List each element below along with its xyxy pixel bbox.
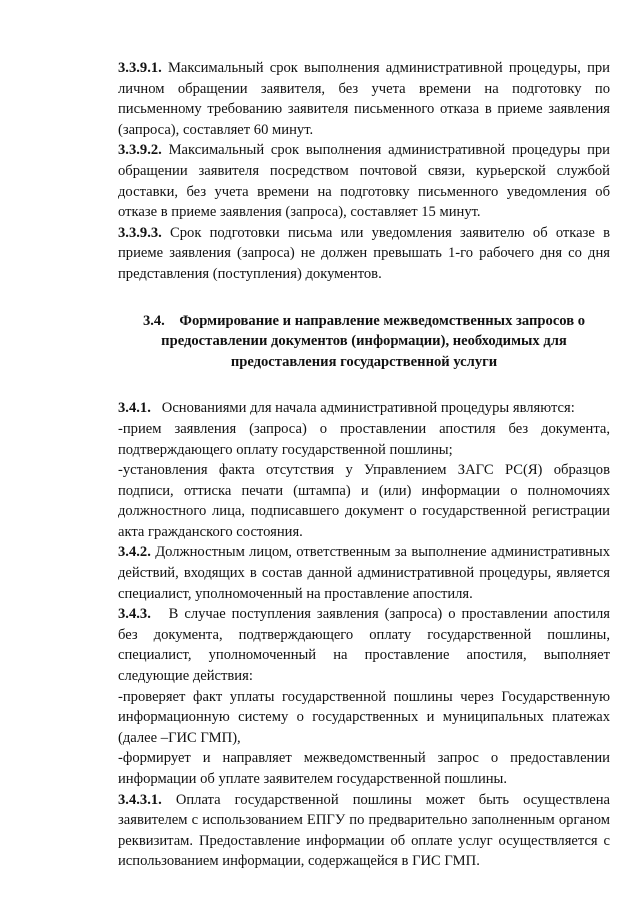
paragraph-3-4-1 [118, 398, 610, 419]
paragraph-3-3-9-3 [118, 223, 610, 285]
list-item-2 [118, 460, 610, 542]
paragraph-3-3-9-2 [118, 140, 610, 222]
paragraph-3-3-9-1 [118, 58, 610, 140]
list-item-1 [118, 419, 610, 460]
list-item-text: -установления факта отсутствия у Управлением ЗАГС РС(Я) образцов подписи, оттиска печати (штампа) и (или) информации о полномочиях должностного лица, подписавшего документ о государственной регистрации акта гражданского состояния. [118, 462, 610, 540]
list-item-text: -прием заявления (запроса) о проставлении апостиля без документа, подтверждающего оплату государственной пошлины; [118, 420, 610, 458]
paragraph-text: Должностным лицом, ответственным за выполнение административных действий, входящих в состав данной административной процедуры, является специалист, уполномоченный на проставление апостиля. [118, 544, 610, 602]
paragraph-text: Максимальный срок выполнения административной процедуры, при личном обращении заявителя, без учета времени на подготовку по письменному требованию заявителя письменного отказа в приеме заявления (запроса), составляет 60 минут. [118, 60, 610, 138]
list-item-4 [118, 748, 610, 789]
paragraph-number: 3.3.9.2. [118, 142, 162, 159]
heading-text: Формирование и направление межведомственных запросов о предоставлении документов (информации), необходимых для предоставления государственной услуги [161, 312, 586, 370]
paragraph-3-4-3 [118, 604, 614, 686]
paragraph-number: 3.4.1. [118, 400, 151, 417]
paragraph-text: Срок подготовки письма или уведомления заявителю об отказе в приеме заявления (запроса) не должен превышать 1-го рабочего дня со дня представления (поступления) документов. [118, 224, 610, 282]
paragraph-text: В случае поступления заявления (запроса) о проставлении апостиля без документа, подтверждающего оплату государственной пошлины, специалист, уполномоченный на проставление апостиля, выполняет следующие действия: [118, 606, 614, 685]
paragraph-3-4-3-1 [118, 790, 610, 872]
paragraph-text: Максимальный срок выполнения административной процедуры при обращении заявителя посредством почтовой связи, курьерской службой доставки, без учета времени на подготовку письменного уведомления об отказе в приеме заявления (запроса), составляет 15 минут. [118, 142, 610, 221]
paragraph-number: 3.4.3. [118, 606, 151, 623]
paragraph-text: Основаниями для начала административной процедуры являются: [150, 400, 575, 417]
list-item-text: -формирует и направляет межведомственный запрос о предоставлении информации об уплате заявителем государственной пошлины. [118, 750, 610, 787]
paragraph-text: Оплата государственной пошлины может быть осуществлена заявителем с использованием ЕПГУ по предварительно заполненным органом реквизитам. Предоставление информации об оплате услуг осуществляется с использованием информации, содержащейся в ГИС ГМП. [118, 791, 610, 870]
document-content [118, 58, 614, 872]
heading-number: 3.4. [142, 312, 165, 329]
list-item-3 [118, 687, 610, 749]
section-heading [118, 311, 610, 373]
paragraph-3-4-2 [118, 542, 610, 604]
paragraph-number: 3.4.2. [118, 544, 151, 561]
paragraph-number: 3.3.9.3. [118, 224, 162, 241]
paragraph-number: 3.4.3.1. [118, 791, 162, 808]
paragraph-number: 3.3.9.1. [118, 60, 162, 76]
list-item-text: -проверяет факт уплаты государственной пошлины через Государственную информационную систему о государственных и муниципальных платежах (далее –ГИС ГМП), [118, 688, 610, 746]
